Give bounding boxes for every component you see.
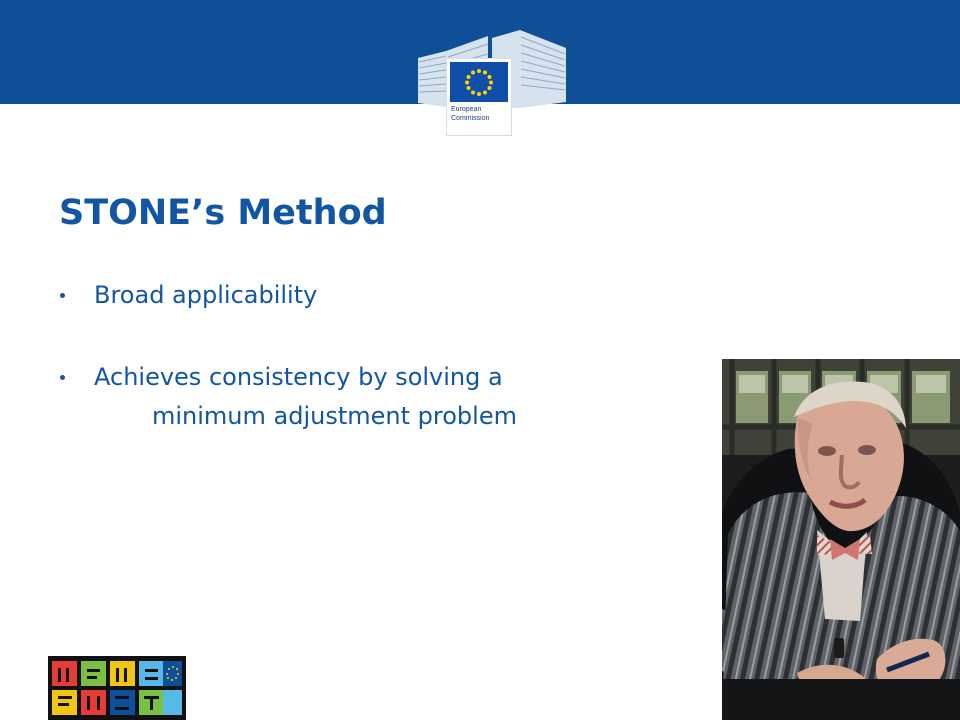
slide-title: STONE’s Method — [59, 193, 387, 233]
ec-logo-card — [446, 58, 512, 136]
bullet-text: Broad applicability — [94, 281, 318, 309]
portrait-photo — [722, 359, 960, 720]
bullet-list — [60, 278, 700, 433]
brand-line-commission: Commission — [451, 115, 490, 122]
bullet-item-consistency — [60, 360, 700, 433]
bullet-text: Achieves consistency by solving a — [94, 363, 503, 391]
bullet-item-broad-applicability — [60, 278, 700, 312]
brand-line-european: European — [451, 106, 482, 113]
bullet-continuation: minimum adjustment problem — [152, 402, 517, 430]
bullet-dot-icon — [60, 375, 65, 380]
memobust-logo-icon — [48, 656, 186, 720]
eu-flag-icon — [450, 62, 508, 102]
bullet-dot-icon — [60, 293, 65, 298]
ec-brand-text — [451, 105, 509, 123]
